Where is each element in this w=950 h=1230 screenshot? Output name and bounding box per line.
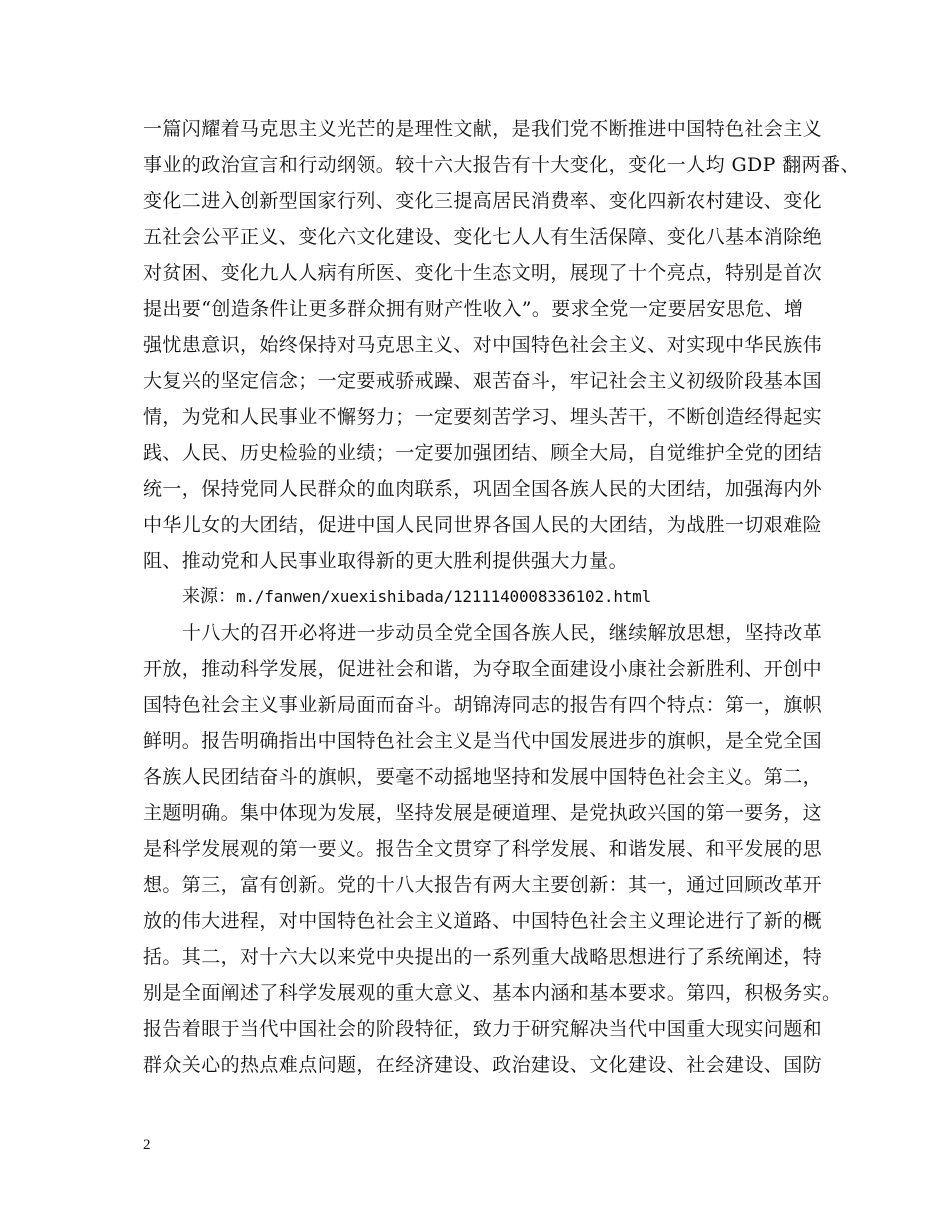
text-line: 变化二进入创新型国家行列、变化三提高居民消费率、变化四新农村建设、变化 xyxy=(143,190,823,212)
page-number: 2 xyxy=(143,1137,151,1153)
source-line xyxy=(182,585,651,609)
source-url: m./fanwen/xuexishibada/1211140008336102.html xyxy=(236,587,652,606)
text-line: 别是全面阐述了科学发展观的重大意义、基本内涵和基本要求。第四，积极务实。 xyxy=(143,982,842,1004)
text-line: 对贫困、变化九人人病有所医、变化十生态文明，展现了十个亮点，特别是首次 xyxy=(143,262,823,284)
text-line: 各族人民团结奋斗的旗帜，要毫不动摇地坚持和发展中国特色社会主义。第二， xyxy=(143,766,823,788)
text-line: 情，为党和人民事业不懈努力；一定要刻苦学习、埋头苦干，不断创造经得起实 xyxy=(143,406,823,428)
text-line: 中华儿女的大团结，促进中国人民同世界各国人民的大团结，为战胜一切艰难险 xyxy=(143,514,823,536)
text-line: 践、人民、历史检验的业绩；一定要加强团结、顾全大局，自觉维护全党的团结 xyxy=(143,442,823,464)
text-line: 事业的政治宣言和行动纲领。较十六大报告有十大变化，变化一人均 GDP 翻两番、 xyxy=(143,154,860,176)
text-line: 阻、推动党和人民事业取得新的更大胜利提供强大力量。 xyxy=(143,550,629,572)
text-line: 群众关心的热点难点问题，在经济建设、政治建设、文化建设、社会建设、国防 xyxy=(143,1054,823,1076)
text-line: 想。第三，富有创新。党的十八大报告有两大主要创新：其一，通过回顾改革开 xyxy=(143,874,823,896)
text-line: 报告着眼于当代中国社会的阶段特征，致力于研究解决当代中国重大现实问题和 xyxy=(143,1018,823,1040)
text-line: 一篇闪耀着马克思主义光芒的是理性文献，是我们党不断推进中国特色社会主义 xyxy=(143,118,823,140)
text-line: 鲜明。报告明确指出中国特色社会主义是当代中国发展进步的旗帜，是全党全国 xyxy=(143,730,823,752)
text-line: 开放，推动科学发展，促进社会和谐，为夺取全面建设小康社会新胜利、开创中 xyxy=(143,658,823,680)
text-line: 大复兴的坚定信念；一定要戒骄戒躁、艰苦奋斗，牢记社会主义初级阶段基本国 xyxy=(143,370,823,392)
text-line: 括。其二，对十六大以来党中央提出的一系列重大战略思想进行了系统阐述，特 xyxy=(143,946,823,968)
source-label: 来源： xyxy=(182,586,236,607)
text-line: 五社会公平正义、变化六文化建设、变化七人人有生活保障、变化八基本消除绝 xyxy=(143,226,823,248)
text-line: 统一，保持党同人民群众的血肉联系，巩固全国各族人民的大团结，加强海内外 xyxy=(143,478,823,500)
text-line: 强忧患意识，始终保持对马克思主义、对中国特色社会主义、对实现中华民族伟 xyxy=(143,334,823,356)
text-line: 主题明确。集中体现为发展，坚持发展是硬道理、是党执政兴国的第一要务，这 xyxy=(143,802,823,824)
text-line: 提出要“创造条件让更多群众拥有财产性收入”。要求全党一定要居安思危、增 xyxy=(143,298,804,320)
text-line: 十八大的召开必将进一步动员全党全国各族人民，继续解放思想，坚持改革 xyxy=(182,622,823,644)
text-line: 放的伟大进程，对中国特色社会主义道路、中国特色社会主义理论进行了新的概 xyxy=(143,910,823,932)
text-line: 国特色社会主义事业新局面而奋斗。胡锦涛同志的报告有四个特点：第一，旗帜 xyxy=(143,694,823,716)
text-line: 是科学发展观的第一要义。报告全文贯穿了科学发展、和谐发展、和平发展的思 xyxy=(143,838,823,860)
